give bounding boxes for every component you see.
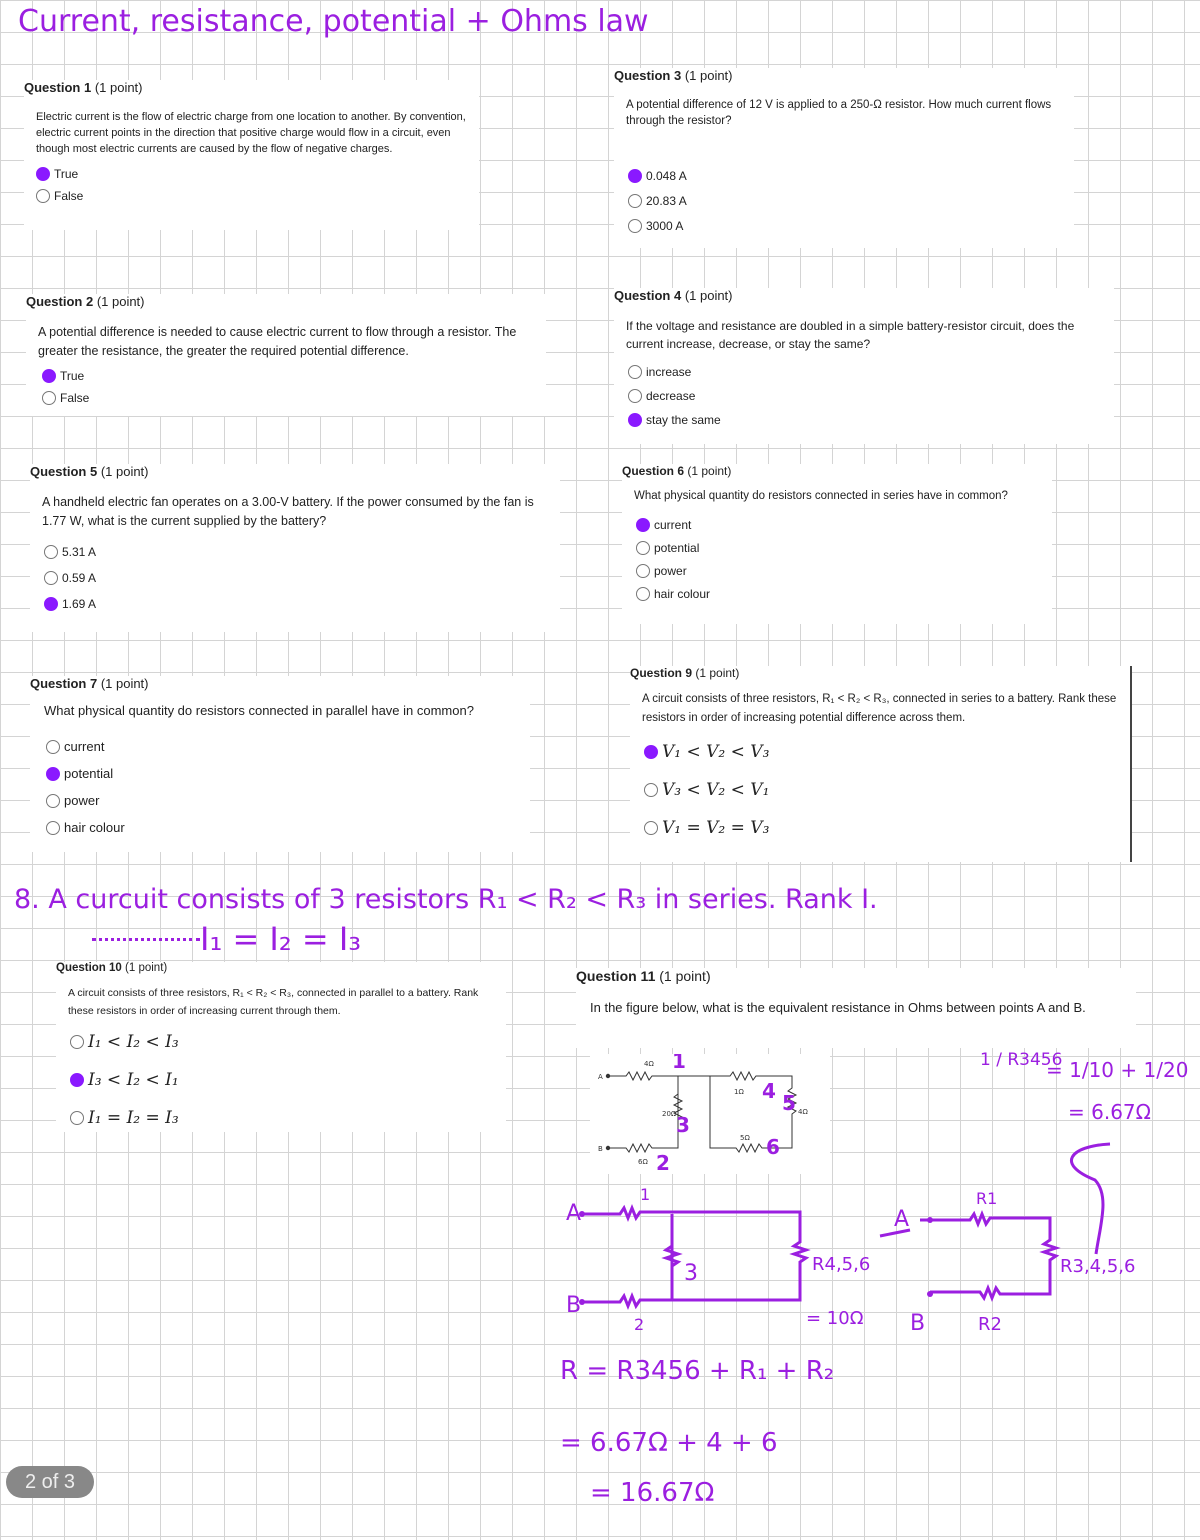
- option-label: power: [64, 793, 100, 808]
- question-points: (1 point): [100, 676, 149, 691]
- option-3000[interactable]: [628, 219, 1074, 233]
- hand-r456-value: = 10Ω: [806, 1308, 864, 1329]
- question-11: [576, 968, 1136, 1048]
- radio-icon[interactable]: [628, 365, 642, 379]
- option-hair-colour[interactable]: [46, 820, 530, 835]
- option-2083[interactable]: [628, 194, 1074, 208]
- hand-label-r2: R2: [978, 1314, 1002, 1335]
- label-r5: 5Ω: [740, 1134, 750, 1142]
- option-label: 20.83 A: [646, 194, 687, 208]
- option-v3-lt-v2-lt-v1[interactable]: [644, 780, 1130, 800]
- option-i-equal[interactable]: [70, 1108, 506, 1128]
- option-label: True: [60, 369, 85, 383]
- option-increase[interactable]: [628, 365, 1114, 379]
- radio-icon[interactable]: [636, 587, 650, 601]
- option-label: hair colour: [654, 587, 711, 601]
- question-text: A circuit consists of three resistors, R₁ < R₂ < R₃, connected in parallel to a battery. Rank these resistors in order of increasing current through them.: [68, 987, 479, 1017]
- option-current[interactable]: [46, 739, 530, 754]
- radio-icon[interactable]: [70, 1035, 84, 1049]
- label-a: A: [598, 1073, 603, 1081]
- question-5: [30, 464, 560, 632]
- option-label: I₁ = I₂ = I₃: [88, 1108, 179, 1128]
- fraction-rhs: = 1/10 + 1/20: [1046, 1058, 1189, 1082]
- option-label: current: [654, 518, 692, 532]
- question-title: Question 2: [26, 294, 94, 309]
- page-heading: Current, resistance, potential + Ohms law: [18, 4, 649, 39]
- question-points: (1 point): [100, 464, 149, 479]
- equation-line-3: = 16.67Ω: [590, 1478, 715, 1508]
- radio-selected-icon[interactable]: [70, 1073, 84, 1087]
- option-i3-lt-i2-lt-i1[interactable]: [70, 1070, 506, 1090]
- option-label: V₃ < V₂ < V₁: [662, 780, 770, 800]
- option-power[interactable]: [46, 793, 530, 808]
- option-label: potential: [654, 541, 700, 555]
- hand-num-3: 3: [676, 1113, 690, 1137]
- hand-num-4: 4: [762, 1079, 776, 1103]
- option-169[interactable]: [44, 597, 560, 611]
- radio-selected-icon[interactable]: [644, 745, 658, 759]
- option-label: 5.31 A: [62, 545, 97, 559]
- radio-icon[interactable]: [636, 564, 650, 578]
- page-indicator: 2 of 3: [6, 1466, 94, 1498]
- question-1: [24, 80, 479, 230]
- radio-icon[interactable]: [636, 541, 650, 555]
- option-decrease[interactable]: [628, 389, 1114, 403]
- question-10: [56, 962, 506, 1132]
- hand-label-b-left: B: [566, 1293, 582, 1318]
- equation-line-1: R = R3456 + R₁ + R₂: [560, 1356, 835, 1386]
- question-text: A potential difference of 12 V is applied to a 250-Ω resistor. How much current flows through the resistor?: [626, 99, 1052, 127]
- option-0048[interactable]: [628, 169, 1074, 183]
- question-title: Question 4: [614, 288, 682, 303]
- option-potential[interactable]: [636, 541, 1052, 555]
- radio-selected-icon[interactable]: [36, 167, 50, 181]
- radio-icon[interactable]: [70, 1111, 84, 1125]
- option-label: V₁ < V₂ < V₃: [662, 742, 770, 762]
- label-b: B: [598, 1145, 603, 1153]
- option-label: power: [654, 564, 687, 578]
- question-text: In the figure below, what is the equivalent resistance in Ohms between points A and B.: [590, 1000, 1086, 1015]
- radio-selected-icon[interactable]: [46, 767, 60, 781]
- option-hair-colour[interactable]: [636, 587, 1052, 601]
- hand-num-1-left: 1: [640, 1185, 651, 1204]
- hand-num-2-left: 2: [634, 1315, 645, 1334]
- label-r4: 1Ω: [734, 1088, 744, 1096]
- hand-redrawn-circuit: [560, 1180, 1200, 1340]
- option-i1-lt-i2-lt-i3[interactable]: [70, 1032, 506, 1052]
- hand-num-1: 1: [672, 1054, 686, 1073]
- hand-num-2: 2: [656, 1151, 670, 1174]
- option-label: I₃ < I₂ < I₁: [88, 1070, 179, 1090]
- option-potential[interactable]: [46, 766, 530, 781]
- question-9: [630, 666, 1132, 862]
- question-points: (1 point): [695, 666, 740, 680]
- hand-r3456-label: R3,4,5,6: [1060, 1256, 1136, 1277]
- radio-icon[interactable]: [628, 194, 642, 208]
- question-title: Question 10: [56, 962, 122, 974]
- option-label: current: [64, 739, 105, 754]
- option-false[interactable]: [42, 391, 546, 405]
- radio-selected-icon[interactable]: [42, 369, 56, 383]
- question-text: Electric current is the flow of electric charge from one location to another. By convention, electric current points in the direction that positive charge would flow in a circuit, even though most electric currents are caused by the flow of negative charges.: [36, 111, 466, 155]
- question-text: A circuit consists of three resistors, R₁ < R₂ < R₃, connected in series to a battery. Rank these resistors in order of increasing potential difference across them.: [642, 693, 1117, 724]
- hand-num-5: 5: [782, 1091, 796, 1115]
- question-points: (1 point): [684, 68, 733, 83]
- option-label: 1.69 A: [62, 597, 97, 611]
- question-text: A handheld electric fan operates on a 3.00-V battery. If the power consumed by the fan is 1.77 W, what is the current supplied by the battery?: [42, 495, 534, 528]
- question-points: (1 point): [96, 294, 145, 309]
- radio-icon[interactable]: [44, 571, 58, 585]
- option-false[interactable]: [36, 189, 479, 203]
- question-3: [614, 68, 1074, 248]
- hand-label-r1: R1: [976, 1189, 998, 1208]
- question-points: (1 point): [684, 288, 733, 303]
- radio-icon[interactable]: [628, 389, 642, 403]
- radio-selected-icon[interactable]: [636, 518, 650, 532]
- radio-selected-icon[interactable]: [628, 413, 642, 427]
- option-label: decrease: [646, 389, 696, 403]
- label-r6: 4Ω: [798, 1108, 808, 1116]
- radio-icon[interactable]: [644, 821, 658, 835]
- question-2: [26, 294, 546, 416]
- question-4: [614, 288, 1114, 444]
- circuit-figure: [590, 1054, 830, 1174]
- question-text: What physical quantity do resistors connected in series have in common?: [634, 490, 1008, 502]
- option-current[interactable]: [636, 518, 1052, 532]
- option-label: 0.048 A: [646, 169, 687, 183]
- option-label: 0.59 A: [62, 571, 97, 585]
- option-label: False: [60, 391, 90, 405]
- question-points: (1 point): [94, 80, 143, 95]
- radio-icon[interactable]: [46, 794, 60, 808]
- option-label: 3000 A: [646, 219, 684, 233]
- question-points: (1 point): [125, 962, 168, 974]
- question-title: Question 11: [576, 968, 656, 984]
- question-title: Question 1: [24, 80, 92, 95]
- radio-selected-icon[interactable]: [44, 597, 58, 611]
- question-6: [622, 464, 1052, 624]
- label-r2: 6Ω: [638, 1158, 648, 1166]
- question-title: Question 9: [630, 666, 693, 680]
- hand-label-a-left: A: [566, 1201, 582, 1226]
- question-points: (1 point): [687, 464, 732, 478]
- option-stay-the-same[interactable]: [628, 413, 1114, 427]
- radio-selected-icon[interactable]: [628, 169, 642, 183]
- radio-icon[interactable]: [46, 740, 60, 754]
- option-059[interactable]: [44, 571, 560, 585]
- option-label: True: [54, 167, 79, 181]
- radio-icon[interactable]: [36, 189, 50, 203]
- question-points: (1 point): [659, 968, 711, 984]
- hand-num-6: 6: [766, 1135, 780, 1159]
- question-title: Question 3: [614, 68, 682, 83]
- radio-icon[interactable]: [44, 545, 58, 559]
- question-title: Question 6: [622, 464, 685, 478]
- question-title: Question 5: [30, 464, 98, 479]
- option-power[interactable]: [636, 564, 1052, 578]
- radio-icon[interactable]: [644, 783, 658, 797]
- question-title: Question 7: [30, 676, 98, 691]
- question-text: What physical quantity do resistors connected in parallel have in common?: [44, 703, 474, 718]
- equation-line-2: = 6.67Ω + 4 + 6: [560, 1428, 778, 1458]
- hand-label-b-right: B: [910, 1311, 926, 1336]
- label-r1: 4Ω: [644, 1060, 654, 1068]
- question-7: [30, 676, 530, 852]
- question-text: If the voltage and resistance are doubled in a simple battery-resistor circuit, does the current increase, decrease, or stay the same?: [626, 319, 1075, 351]
- radio-icon[interactable]: [628, 219, 642, 233]
- option-label: hair colour: [64, 820, 125, 835]
- option-label: stay the same: [646, 413, 721, 427]
- fraction-result: = 6.67Ω: [1068, 1100, 1151, 1124]
- hand-num-3-left: 3: [684, 1261, 698, 1286]
- fraction-lhs: 1 / R3456: [980, 1050, 1063, 1070]
- label-r3: 20Ω: [662, 1110, 677, 1118]
- q8-handwritten-question: 8. A curcuit consists of 3 resistors R₁ < R₂ < R₃ in series. Rank I.: [14, 884, 878, 915]
- option-531[interactable]: [44, 545, 560, 559]
- option-label: I₁ < I₂ < I₃: [88, 1032, 179, 1052]
- radio-icon[interactable]: [42, 391, 56, 405]
- option-label: potential: [64, 766, 114, 781]
- dotted-underline: [92, 938, 200, 941]
- option-label: increase: [646, 365, 692, 379]
- option-true[interactable]: [42, 369, 546, 383]
- question-text: A potential difference is needed to cause electric current to flow through a resistor. The greater the resistance, the greater the required potential difference.: [38, 325, 517, 358]
- hand-label-a-right: A: [894, 1207, 910, 1232]
- option-label: V₁ = V₂ = V₃: [662, 818, 770, 838]
- option-v-equal[interactable]: [644, 818, 1130, 838]
- option-true[interactable]: [36, 167, 479, 181]
- option-label: False: [54, 189, 84, 203]
- radio-icon[interactable]: [46, 821, 60, 835]
- option-v1-lt-v2-lt-v3[interactable]: [644, 742, 1130, 762]
- hand-r456-label: R4,5,6: [812, 1254, 871, 1275]
- q8-handwritten-answer: I₁ = I₂ = I₃: [200, 920, 362, 958]
